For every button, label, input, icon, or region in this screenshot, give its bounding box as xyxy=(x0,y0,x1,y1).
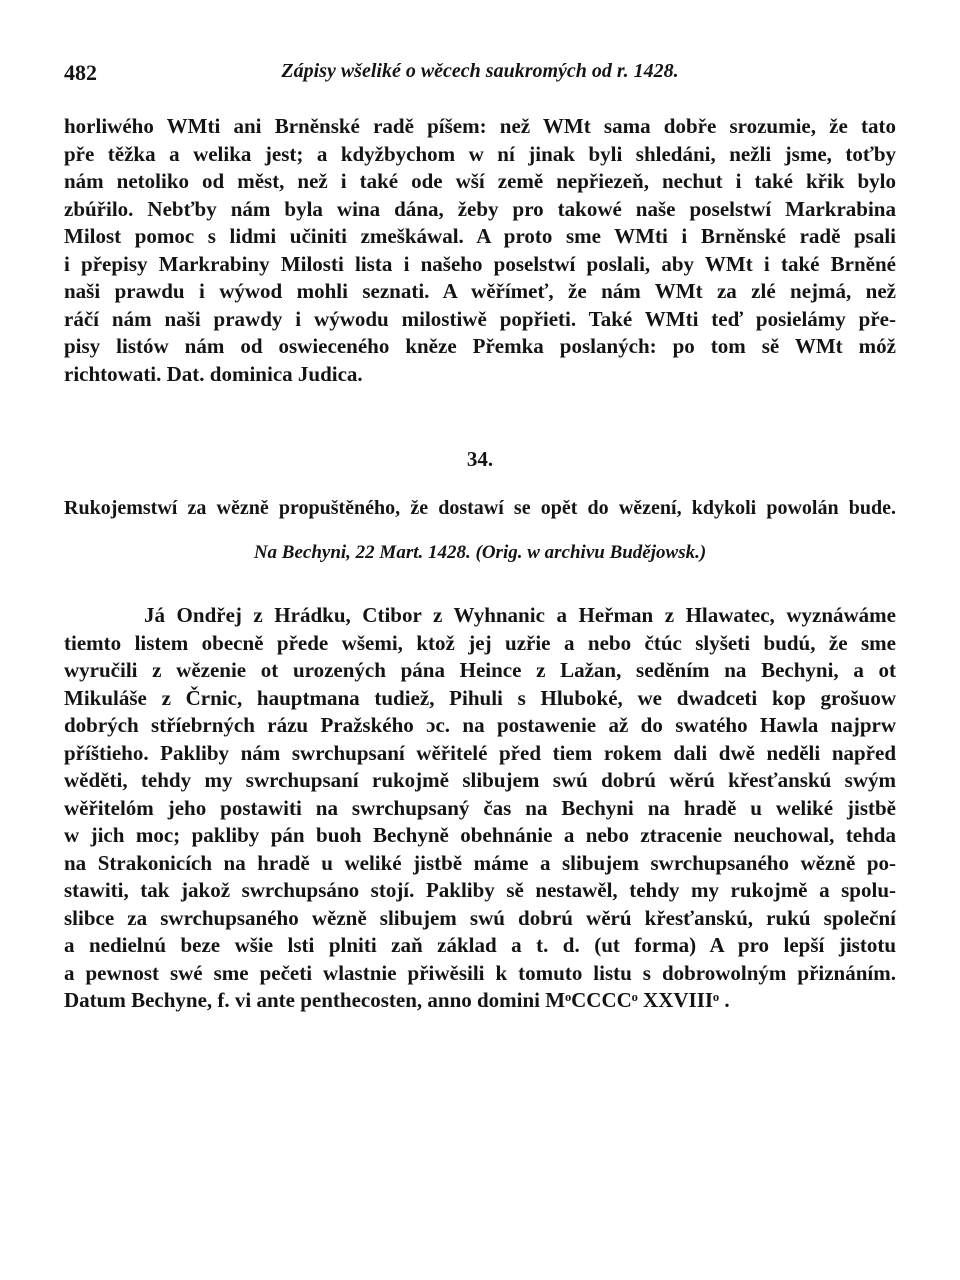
previous-document-text xyxy=(64,113,896,388)
text-line: w jich moc; pakliby pán buoh Bechyně obehnánie a nebo ztracenie neuchowal, tehda xyxy=(64,823,896,847)
text-line: příštieho. Pakliby nám swrchupsaní wěřitelé před tiem rokem dali dwě neděli napřed xyxy=(64,740,896,765)
document-heading: Rukojemstwí za wězně propuštěného, že dostawí se opět do wězení, kdykoli powolán bude. xyxy=(64,497,896,519)
text-line: a nedielnú beze wšie lsti plniti zaň základ a t. d. (ut forma) A pro lepší jistotu xyxy=(64,933,896,957)
text-line: nám netoliko od měst, než i také ode wší země nepřiezeň, nechut i také křik bylo xyxy=(64,169,896,193)
text-line: tiemto listem obecně přede wšemi, ktož jej uzřie a nebo čtúc slyšeti budú, že sme xyxy=(64,630,896,655)
text-line: dobrých stříebrných rázu Pražského ɔc. na postawenie až do swatého Hawla najprw xyxy=(64,713,896,737)
text-line: wyručili z wězenie ot urozených pána Heince z Lažan, seděním na Bechyni, a ot xyxy=(64,658,896,682)
document-source-note: Na Bechyni, 22 Mart. 1428. (Orig. w archivu Budějowsk.) xyxy=(253,542,707,563)
running-title: Zápisy wšeliké o wěcech saukromých od r. 1428. xyxy=(281,60,679,82)
text-line: Milost pomoc s lidmi učiniti zmeškáwal. A proto sme WMti i Brněnské radě psali xyxy=(64,224,896,248)
text-line: stawiti, tak jakož swrchupsáno stojí. Pakliby sě nestawěl, tehdy my rukojmě a spolu- xyxy=(64,878,896,902)
text-line: Mikuláše z Črnic, hauptmana tudiež, Pihuli s Hluboké, we dwadceti kop grošuow xyxy=(64,685,896,710)
text-line: slibce za swrchupsaného wězně slibujem swú dobrú wěrú křesťanskú, rukú společní xyxy=(64,905,896,930)
text-line: Já Ondřej z Hrádku, Ctibor z Wyhnanic a Heřman z Hlawatec, wyznáwáme xyxy=(144,603,896,627)
text-line: naši prawdu i wýwod mohli seznati. A wěřímeť, že nám WMt za zlé nejmá, než xyxy=(64,279,896,303)
text-line: horliwého WMti ani Brněnské radě píšem: než WMt sama dobře srozumie, že tato xyxy=(64,114,896,138)
text-line: pře těžka a welika jest; a kdyžbychom w ní jinak byli shledáni, nežli jsme, toťby xyxy=(64,141,896,166)
page-header xyxy=(64,60,896,90)
text-line: richtowati. Dat. dominica Judica. xyxy=(64,361,363,386)
text-line: wěřitelóm jeho postawiti na swrchupsaný čas na Bechyni na hradě u weliké jistbě xyxy=(64,795,896,820)
text-line: ráčí nám naši prawdy i wýwodu milostiwě popřieti. Také WMti teď posielámy pře- xyxy=(64,306,896,331)
text-line: zbúřilo. Nebťby nám byla wina dána, žeby pro takowé naše poselstwí Markrabina xyxy=(64,196,896,221)
text-line: Datum Bechyne, f. vi ante penthecosten, anno domini MᵒCCCCᵒ XXVIIIᵒ . xyxy=(64,988,730,1012)
text-line: pisy listów nám od oswieceného kněze Přemka poslaných: po tom sě WMt móž xyxy=(64,334,896,358)
document-number: 34. xyxy=(466,447,494,471)
text-line: i přepisy Markrabiny Milosti lista i našeho poselstwí poslali, aby WMt i také Brněné xyxy=(64,251,896,276)
text-line: na Strakonicích na hradě u weliké jistbě máme a slibujem swrchupsaného wězně po- xyxy=(64,850,896,875)
text-line: a pewnost swé sme pečeti wlastnie přiwěsili k tomuto listu s dobrowolným přiznáním. xyxy=(64,960,896,985)
document-text xyxy=(64,602,896,1042)
page-number: 482 xyxy=(64,60,97,85)
text-line: wěděti, tehdy my swrchupsaní rukojmě slibujem swú dobrú wěrú křesťanskú swým xyxy=(64,768,896,792)
